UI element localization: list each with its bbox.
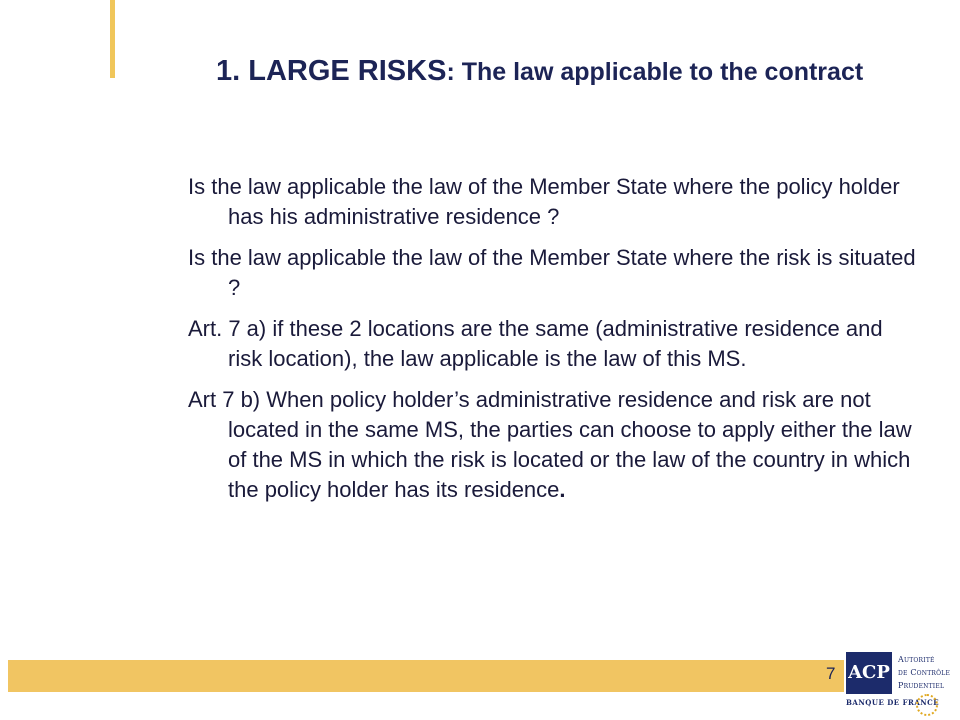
- slide-title: [216, 52, 876, 90]
- paragraph-4: [188, 385, 918, 505]
- paragraph-4-text: Art 7 b) When policy holder’s administrative residence and risk are not located in the same MS, the parties can choose to apply either the law of the MS in which the risk is located or the law of the country in which the policy holder has its residence: [188, 387, 912, 502]
- logo-acronym: ACP: [846, 652, 892, 694]
- paragraph-1: Is the law applicable the law of the Member State where the policy holder has his administrative residence ?: [188, 174, 900, 229]
- acp-logo: [846, 652, 956, 714]
- footer-band: [8, 660, 844, 692]
- logo-line-2: de Contrôle: [898, 668, 951, 677]
- slide-body: [188, 172, 918, 516]
- logo-line-3: Prudentiel: [898, 681, 945, 690]
- accent-rule: [110, 0, 115, 78]
- paragraph-2: Is the law applicable the law of the Member State where the risk is situated ?: [188, 245, 916, 300]
- paragraph-4-period: .: [559, 477, 566, 502]
- seal-icon: [916, 694, 938, 716]
- logo-text: [898, 653, 956, 692]
- paragraph-3: Art. 7 a) if these 2 locations are the same (administrative residence and risk location), the law applicable is the law of this MS.: [188, 316, 883, 371]
- title-main: 1. LARGE RISKS: [216, 55, 447, 87]
- page-number: 7: [826, 664, 836, 683]
- logo-bank-name: BANQUE DE FRANCE: [846, 698, 940, 707]
- title-sub: : The law applicable to the contract: [446, 58, 864, 86]
- logo-line-1: Autorité: [898, 655, 935, 664]
